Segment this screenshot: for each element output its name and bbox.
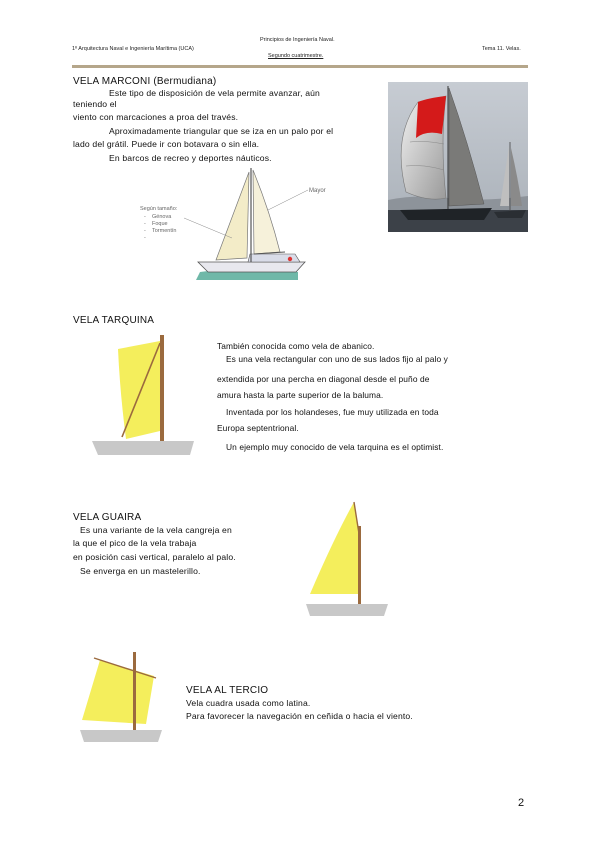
- tarquina-sail-diagram: [92, 333, 197, 458]
- label-segun-tamano: Según tamaño:: [140, 206, 178, 212]
- header-rule: [72, 65, 528, 68]
- marconi-sailboat-diagram: [130, 162, 330, 284]
- marconi-line: Este tipo de disposición de vela permite avanzar, aún: [109, 88, 320, 98]
- guaira-line: Es una variante de la vela cangreja en: [80, 525, 232, 535]
- tarquina-line: extendida por una percha en diagonal desde el puño de: [217, 374, 430, 384]
- guaira-line: la que el pico de la vela trabaja: [73, 538, 197, 548]
- guaira-line: Se enverga en un mastelerillo.: [80, 566, 201, 576]
- marconi-line: viento con marcaciones a proa del través.: [73, 112, 239, 122]
- guaira-line: en posición casi vertical, paralelo al palo.: [73, 552, 236, 562]
- section-title-marconi: VELA MARCONI (Bermudiana): [73, 76, 217, 87]
- header-course-title: Principios de Ingeniería Naval.: [260, 37, 335, 43]
- marconi-line: teniendo el: [73, 99, 117, 109]
- header-degree: 1º Arquitectura Naval e Ingeniería Marítima (UCA): [72, 46, 194, 52]
- page-number: 2: [518, 797, 525, 809]
- label-genova: Génova: [152, 214, 172, 220]
- label-dash: -: [144, 221, 146, 227]
- label-dash: -: [144, 235, 146, 241]
- section-title-tarquina: VELA TARQUINA: [73, 315, 155, 326]
- label-tormentin: Tormentín: [152, 228, 177, 234]
- marconi-line: En barcos de recreo y deportes náuticos.: [109, 153, 272, 163]
- marconi-line: Aproximadamente triangular que se iza en un palo por el: [109, 126, 334, 136]
- tercio-line: Para favorecer la navegación en ceñida o hacia el viento.: [186, 711, 413, 721]
- label-dash: -: [144, 214, 146, 220]
- tarquina-line: Es una vela rectangular con uno de sus lados fijo al palo y: [226, 354, 448, 364]
- tarquina-line: También conocida como vela de abanico.: [217, 341, 375, 351]
- tarquina-line: Europa septentrional.: [217, 423, 299, 433]
- tarquina-line: Un ejemplo muy conocido de vela tarquina es el optimist.: [226, 442, 444, 452]
- sailboat-photo: [388, 82, 528, 232]
- section-title-tercio: VELA AL TERCIO: [186, 685, 269, 696]
- tercio-line: Vela cuadra usada como latina.: [186, 698, 311, 708]
- label-dash: -: [144, 228, 146, 234]
- section-title-guaira: VELA GUAIRA: [73, 512, 142, 523]
- label-foque: Foque: [152, 221, 168, 227]
- tercio-sail-diagram: [78, 648, 164, 744]
- label-mayor: Mayor: [309, 188, 326, 194]
- header-semester: Segundo cuatrimestre.: [268, 53, 324, 59]
- tarquina-line: amura hasta la parte superior de la baluma.: [217, 390, 384, 400]
- tarquina-line: Inventada por los holandeses, fue muy utilizada en toda: [226, 407, 439, 417]
- guaira-sail-diagram: [304, 498, 390, 620]
- marconi-line: lado del grátil. Puede ir con botavara o sin ella.: [73, 139, 260, 149]
- header-topic: Tema 11. Velas.: [482, 46, 521, 52]
